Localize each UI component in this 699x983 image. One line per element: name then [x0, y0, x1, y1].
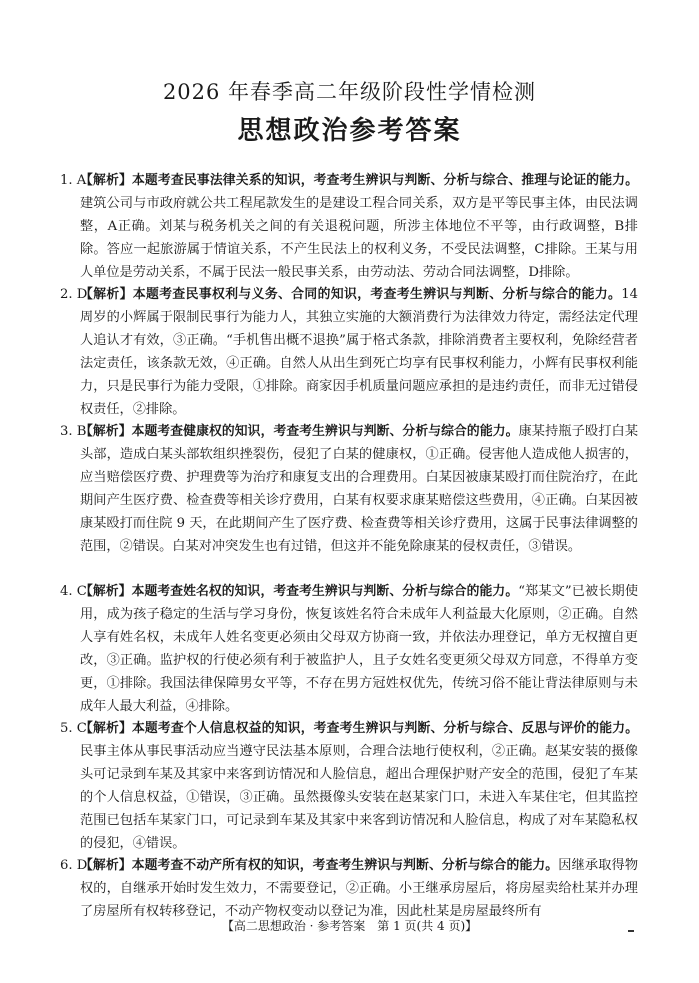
- answer-body: 民事主体从事民事活动应当遵守民法基本原则，合理合法地行使权利，②正确。赵某安装的摄像头可记录到车某及其家中来客到访情况和人脸信息，超出合理保护财产安全的范围，侵犯了车某的个人信息权益，①错误，③正确。虽然摄像头安装在赵某家门口，未进入车某住宅，但其监控范围已包括车某家门口，可记录到车某及其家中来客到访情况和人脸信息，构成了对车某隐私权的侵犯，④错误。: [80, 743, 638, 851]
- corner-mark: [628, 930, 634, 932]
- answer-number: 6. D: [60, 858, 88, 873]
- answer-heading: 本题考查民事法律关系的知识，考查考生辨识与判断、分析与综合、推理与论证的能力。: [131, 173, 639, 188]
- analysis-tag: 【解析】: [80, 858, 132, 873]
- answer-number: 2. D: [60, 287, 88, 302]
- page-footer: 【高二思想政治 · 参考答案 第 1 页(共 4 页)】: [221, 919, 478, 933]
- answer-item-4: [60, 581, 638, 718]
- analysis-tag: 【解析】: [80, 287, 133, 302]
- answer-body: 14 周岁的小辉属于限制民事行为能力人，其独立实施的大额消费行为法律效力待定，需经法定代理人追认才有效，③正确。“手机售出概不退换”属于格式条款，排除消费者主要权利，免除经营者法定责任，该条款无效，④正确。自然人从出生到死亡均享有民事权利能力，小辉有民事权利能力，只是民事行为能力受限，①排除。商家因手机质量问题应承担的是违约责任，而非无过错侵权责任，②排除。: [80, 287, 639, 417]
- answer-list: [60, 170, 638, 925]
- answer-heading: 本题考查健康权的知识，考查考生辨识与判断、分析与综合的能力。: [131, 424, 519, 439]
- answer-body: 康某持瓶子殴打白某头部，造成白某头部软组织挫裂伤，侵犯了白某的健康权，①正确。侵害他人造成他人损害的，应当赔偿医疗费、护理费等为治疗和康复支出的合理费用。白某因被康某殴打而住院治疗，在此期间产生医疗费、检查费等相关诊疗费用，白某有权要求康某赔偿这些费用，④正确。白某因被康某殴打而住院 9 天，在此期间产生了医疗费、检查费等相关诊疗费用，这属于民事法律调整的范围，②错误。白某对冲突发生也有过错，但这并不能免除康某的侵权责任，③错误。: [80, 424, 639, 554]
- analysis-tag: 【解析】: [80, 721, 132, 736]
- page-title: 2026 年春季高二年级阶段性学情检测: [162, 80, 537, 104]
- analysis-tag: 【解析】: [80, 584, 132, 599]
- answer-heading: 本题考查姓名权的知识，考查考生辨识与判断、分析与综合的能力。: [131, 584, 519, 599]
- answer-body: “郑某文”已被长期使用，成为孩子稳定的生活与学习身份，恢复该姓名符合未成年人利益最大化原则，②正确。自然人享有姓名权，未成年人姓名变更必须由父母双方协商一致，并依法办理登记，单方无权擅自更改，③正确。监护权的行使必须有利于被监护人，且子女姓名变更须父母双方同意，不得单方变更，①排除。我国法律保障男女平等，不存在男方冠姓权优先，传统习俗不能让背法律原则与未成年人最大利益，④排除。: [80, 584, 639, 714]
- page-subtitle: 思想政治参考答案: [237, 116, 462, 146]
- answer-body: 因继承取得物权的，自继承开始时发生效力，不需要登记，②正确。小王继承房屋后，将房屋卖给杜某并办理了房屋所有权转移登记，不动产物权变动以登记为准，因此杜某是房屋最终所有: [80, 858, 638, 919]
- answer-heading: 本题考查个人信息权益的知识，考查考生辨识与判断、分析与综合、反思与评价的能力。: [131, 721, 639, 736]
- answer-item-5: [60, 718, 638, 855]
- answer-number: 1. A: [60, 173, 87, 188]
- answer-number: 5. C: [60, 721, 87, 736]
- answer-heading: 本题考查不动产所有权的知识，考查考生辨识与判断、分析与综合的能力。: [131, 858, 559, 873]
- answer-number: 3. B: [60, 424, 87, 439]
- analysis-tag: 【解析】: [80, 424, 132, 439]
- analysis-tag: 【解析】: [80, 173, 132, 188]
- answer-item-3: [60, 421, 638, 581]
- answer-item-1: [60, 170, 638, 284]
- answer-item-6: [60, 855, 638, 925]
- answer-body: 建筑公司与市政府就公共工程尾款发生的是建设工程合同关系，双方是平等民事主体，由民法调整，A正确。刘某与税务机关之间的有关退税问题，所涉主体地位不平等，由行政调整，B排除。答应一起旅游属于情谊关系，不产生民法上的权利义务，不受民法调整，C排除。王某与用人单位是劳动关系，不属于民法一般民事关系，由劳动法、劳动合同法调整，D排除。: [80, 195, 638, 280]
- answer-item-2: [60, 284, 638, 421]
- answer-heading: 本题考查民事权利与义务、合同的知识，考查考生辨识与判断、分析与综合的能力。: [132, 287, 622, 302]
- answer-number: 4. C: [60, 584, 87, 599]
